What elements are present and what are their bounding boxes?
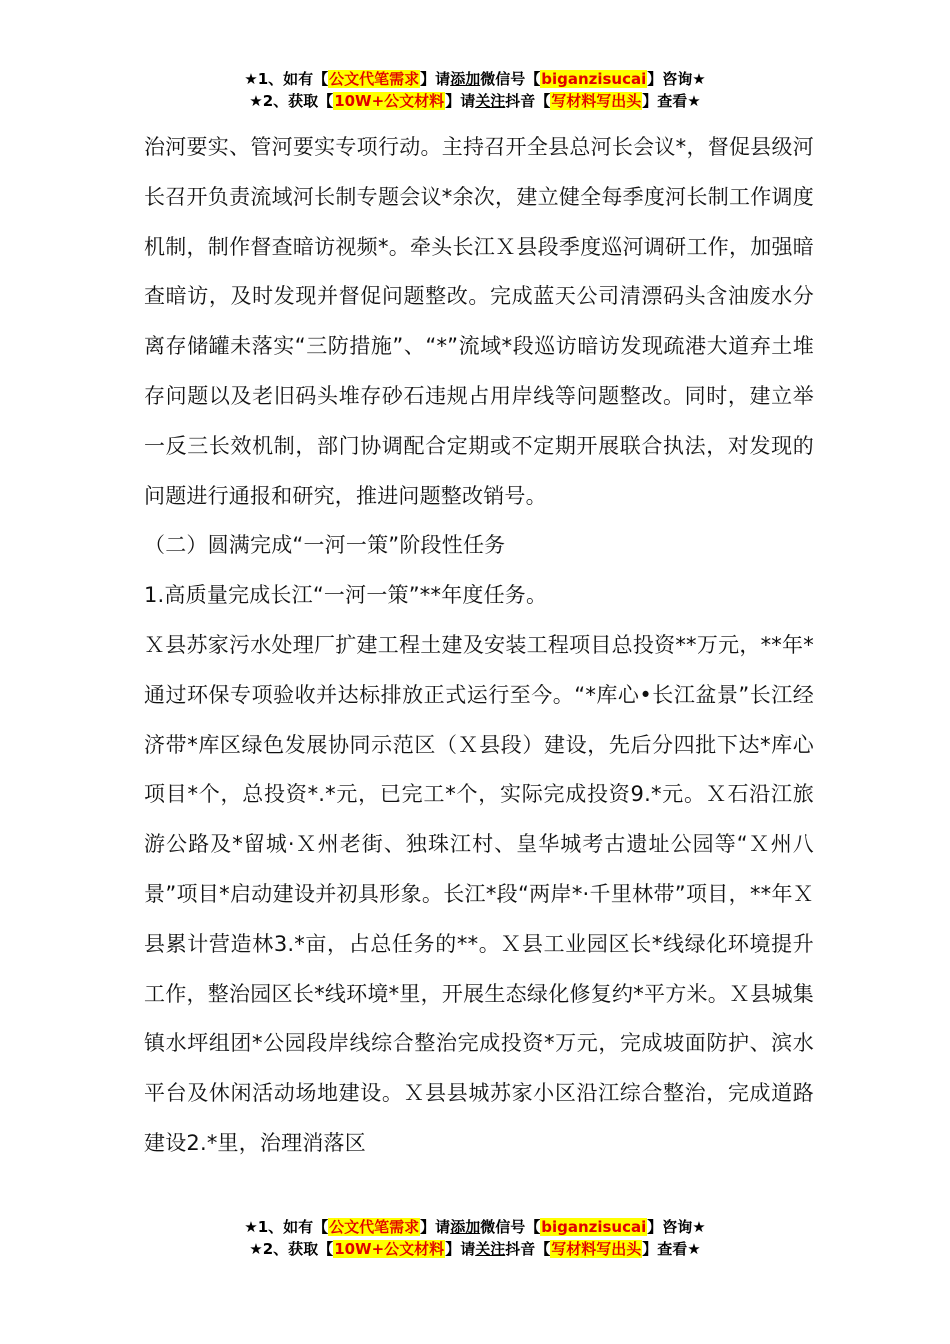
paragraph-river-governance: 治河要实、管河要实专项行动。主持召开全县总河长会议*，督促县级河长召开负责流域河长制专题会议*余次，建立健全每季度河长制工作调度机制，制作督查暗访视频*。牵头长江Ｘ县段季度巡河调研工作，加强暗查暗访，及时发现并督促问题整改。完成蓝天公司清漂码头含油废水分离存储罐未落实“三防措施”、“*”流域*段巡访暗访发现疏港大道弃土堆存问题以及老旧码头堆存砂石违规占用岸线等问题整改。同时，建立举一反三长效机制，部门协调配合定期或不定期开展联合执法，对发现的问题进行通报和研究，推进问题整改销号。 [144,135,814,508]
promo-emphasis: 关注 [475,1240,506,1258]
promo-text: 】请 [420,1218,451,1236]
promo-text: 微信号【 [480,70,541,88]
promo-text: 】查看★ [642,1240,701,1258]
promo-text: 抖音【 [505,1240,551,1258]
promo-text: 】咨询★ [647,1218,706,1236]
promo-emphasis: 添加 [450,70,481,88]
promo-emphasis: 关注 [475,92,506,110]
promo-highlight: 10W+公文材料 [334,92,445,110]
promo-highlight: 10W+公文材料 [334,1240,445,1258]
promo-text: 】请 [420,70,451,88]
promo-highlight: 公文代笔需求 [329,70,420,88]
promo-text: ★1、如有【 [244,1218,329,1236]
document-body [144,123,814,1169]
promo-highlight: 公文代笔需求 [329,1218,420,1236]
promo-text: ★2、获取【 [249,92,334,110]
promo-text: 】请 [445,1240,476,1258]
promo-text: 微信号【 [480,1218,541,1236]
promo-text: 抖音【 [505,92,551,110]
promo-text: 】查看★ [642,92,701,110]
promo-highlight: 写材料写出头 [551,92,642,110]
promo-highlight: biganzisucai [541,1218,647,1236]
promo-line-1 [0,68,950,90]
promo-highlight: biganzisucai [541,70,647,88]
promo-highlight: 写材料写出头 [551,1240,642,1258]
promo-text: ★2、获取【 [249,1240,334,1258]
promo-text: 】请 [445,92,476,110]
subsection-heading: 1.高质量完成长江“一河一策”**年度任务。 [144,583,548,608]
promo-line-2 [0,90,950,112]
promo-banner-bottom [0,1216,950,1260]
promo-text: ★1、如有【 [244,70,329,88]
promo-text: 】咨询★ [647,70,706,88]
promo-emphasis: 添加 [450,1218,481,1236]
paragraph-project-progress: Ｘ县苏家污水处理厂扩建工程土建及安装工程项目总投资**万元，**年*通过环保专项验收并达标排放正式运行至今。“*库心•长江盆景”长江经济带*库区绿色发展协同示范区（Ｘ县段）建设，先后分四批下达*库心项目*个，总投资*.*元，已完工*个，实际完成投资9.*元。Ｘ石沿江旅游公路及*留城·Ｘ州老街、独珠江村、皇华城考古遗址公园等“Ｘ州八景”项目*启动建设并初具形象。长江*段“两岸*·千里林带”项目，**年Ｘ县累计营造林3.*亩，占总任务的**。Ｘ县工业园区长*线绿化环境提升工作，整治园区长*线环境*里，开展生态绿化修复约*平方米。Ｘ县城集镇水坪组团*公园段岸线综合整治完成投资*万元，完成坡面防护、滨水平台及休闲活动场地建设。Ｘ县县城苏家小区沿江综合整治，完成道路建设2.*里，治理消落区 [144,632,814,1155]
promo-banner-top [0,68,950,112]
promo-line-2 [0,1238,950,1260]
promo-line-1 [0,1216,950,1238]
section-heading: （二）圆满完成“一河一策”阶段性任务 [144,533,506,558]
